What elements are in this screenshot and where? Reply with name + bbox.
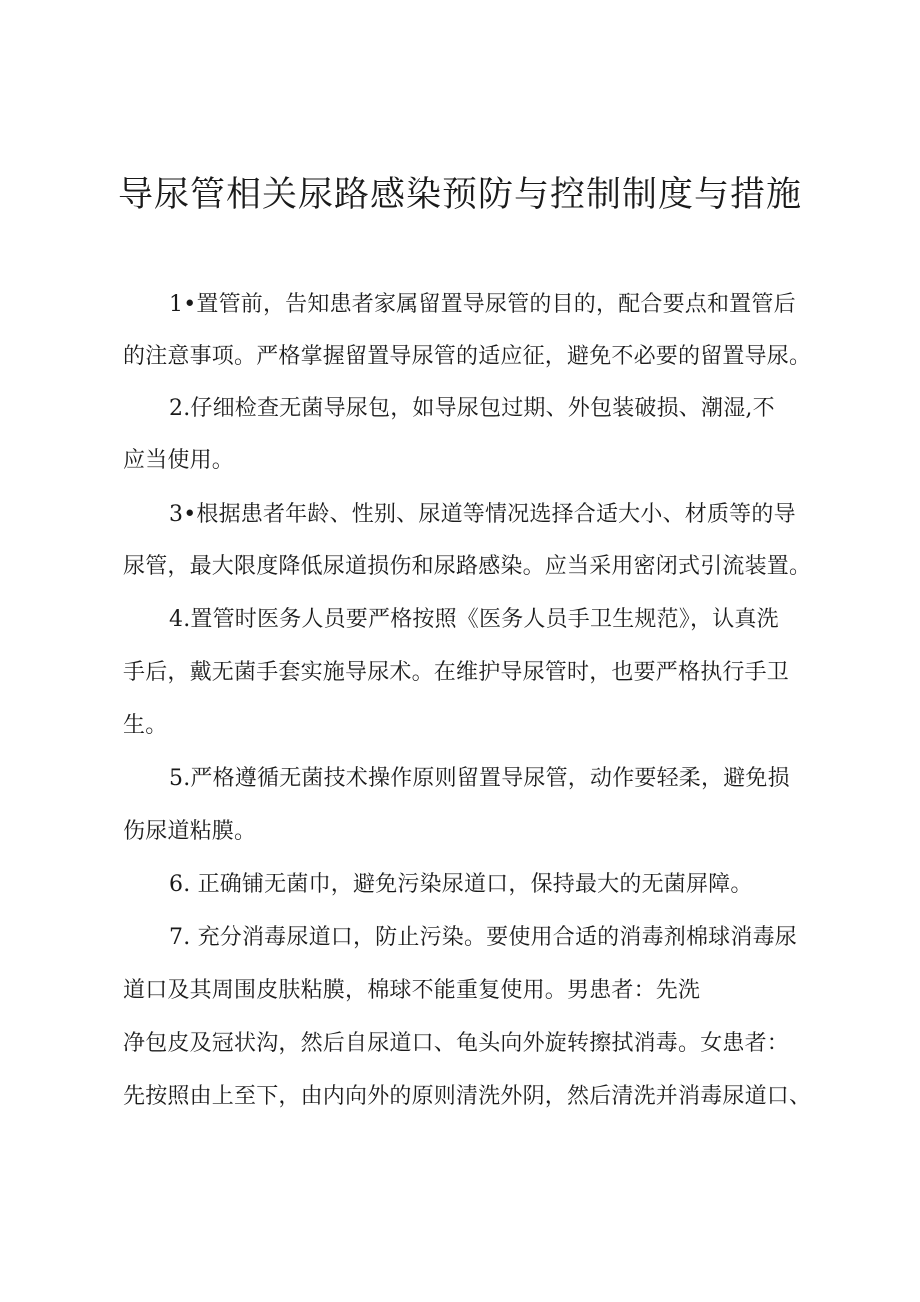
paragraph-line: 6. 正确铺无菌巾，避免污染尿道口，保持最大的无菌屏障。 (169, 872, 753, 897)
paragraph-line: 3•根据患者年龄、性别、尿道等情况选择合适大小、材质等的导 (169, 502, 796, 527)
paragraph-line: 手后，戴无菌手套实施导尿术。在维护导尿管时，也要严格执行手卫 (123, 660, 790, 685)
paragraph-line: 1•置管前，告知患者家属留置导尿管的目的，配合要点和置管后 (169, 292, 796, 317)
paragraph-line: 应当使用。 (123, 448, 235, 473)
paragraph-line: 先按照由上至下，由内向外的原则清洗外阴，然后清洗并消毒尿道口、 (123, 1084, 812, 1109)
paragraph-line: 的注意事项。严格掌握留置导尿管的适应征，避免不必要的留置导尿。 (123, 344, 812, 369)
paragraph-line: 尿管，最大限度降低尿道损伤和尿路感染。应当采用密闭式引流装置。 (123, 554, 812, 579)
paragraph-line: 净包皮及冠状沟，然后自尿道口、龟头向外旋转擦拭消毒。女患者： (123, 1031, 790, 1056)
document-title: 导尿管相关尿路感染预防与控制制度与措施 (117, 175, 802, 215)
paragraph-line: 7. 充分消毒尿道口，防止污染。要使用合适的消毒剂棉球消毒尿 (169, 925, 797, 950)
paragraph-line: 道口及其周围皮肤粘膜，棉球不能重复使用。男患者：先洗 (123, 978, 701, 1003)
paragraph-line: 2.仔细检查无菌导尿包，如导尿包过期、外包装破损、潮湿,不 (169, 396, 775, 421)
paragraph-line: 伤尿道粘膜。 (123, 819, 257, 844)
paragraph-line: 4.置管时医务人员要严格按照《医务人员手卫生规范》，认真洗 (169, 607, 779, 632)
paragraph-line: 生。 (123, 713, 168, 738)
paragraph-line: 5.严格遵循无菌技术操作原则留置导尿管，动作要轻柔，避免损 (169, 766, 790, 791)
